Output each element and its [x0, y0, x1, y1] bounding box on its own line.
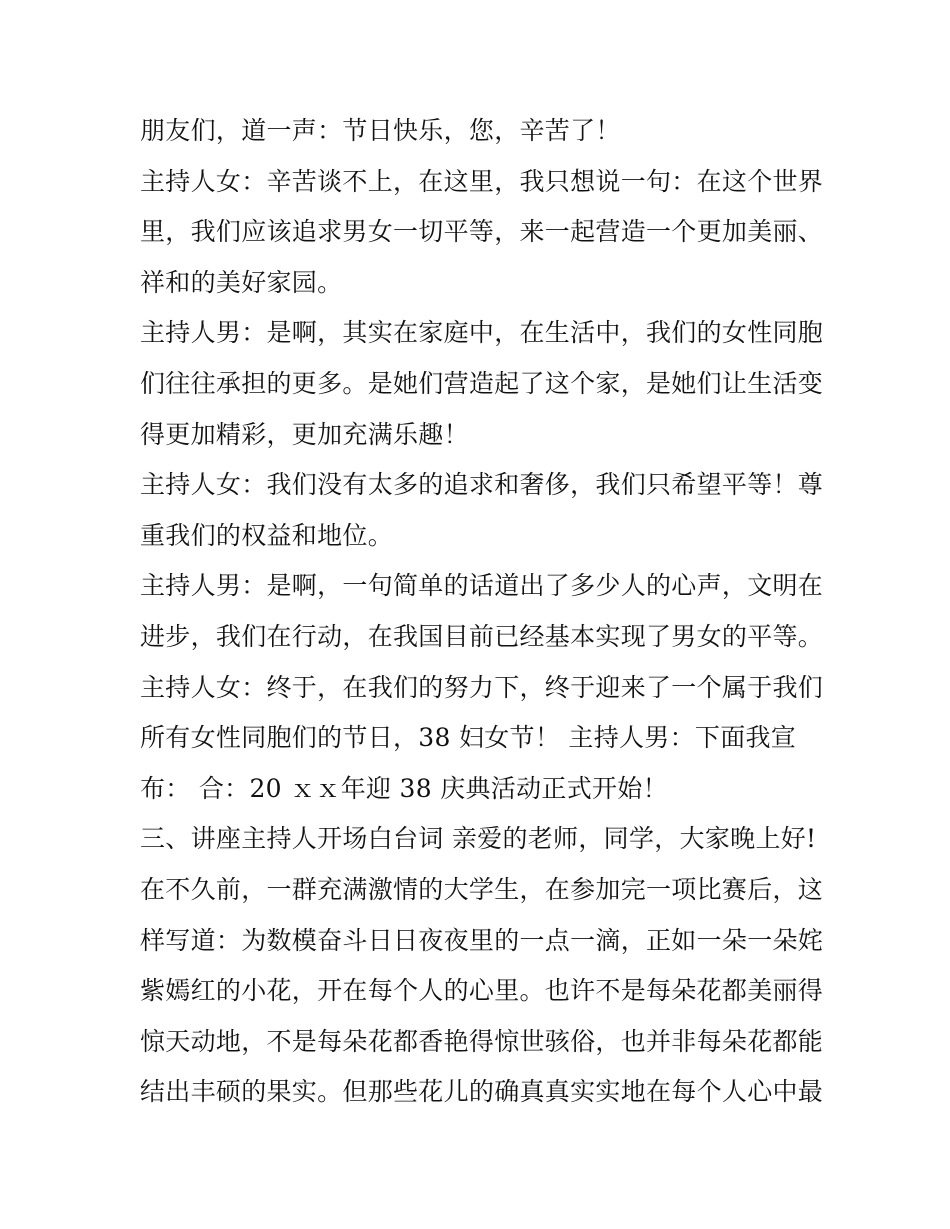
text-line: 朋友们，道一声：节日快乐，您，辛苦了！ — [140, 116, 621, 145]
text-line: 三、讲座主持人开场白台词 亲爱的老师，同学，大家晚上好! — [140, 824, 817, 854]
text-line: 进步，我们在行动，在我国目前已经基本实现了男女的平等。 — [140, 621, 824, 651]
text-line: 祥和的美好家园。 — [140, 267, 343, 297]
text-line: 样写道：为数模奋斗日日夜夜里的一点一滴，正如一朵一朵姹 — [140, 925, 824, 955]
text-line: 结出丰硕的果实。但那些花儿的确真真实实地在每个人心中最 — [140, 1077, 824, 1107]
text-line: 主持人女：我们没有太多的追求和奢侈，我们只希望平等！尊 — [140, 470, 824, 500]
text-line: 所有女性同胞们的节日，38 妇女节！ 主持人男：下面我宣 — [140, 723, 797, 753]
text-line: 紫嫣红的小花，开在每个人的心里。也许不是每朵花都美丽得 — [140, 976, 824, 1006]
document-body — [140, 106, 824, 1118]
text-line: 在不久前，一群充满激情的大学生，在参加完一项比赛后，这 — [140, 874, 824, 904]
text-line: 布： 合：20 ｘｘ年迎 38 庆典活动正式开始！ — [140, 773, 668, 803]
text-line: 得更加精彩，更加充满乐趣！ — [140, 419, 469, 449]
text-line: 主持人女：终于，在我们的努力下，终于迎来了一个属于我们 — [140, 672, 824, 702]
text-line: 主持人男：是啊，其实在家庭中，在生活中，我们的女性同胞 — [140, 318, 824, 348]
text-line: 主持人男：是啊，一句简单的话道出了多少人的心声，文明在 — [140, 571, 824, 601]
text-line: 们往往承担的更多。是她们营造起了这个家，是她们让生活变 — [140, 368, 824, 398]
text-line: 惊天动地，不是每朵花都香艳得惊世骇俗，也并非每朵花都能 — [140, 1026, 824, 1056]
text-line: 主持人女：辛苦谈不上，在这里，我只想说一句：在这个世界 — [140, 166, 824, 196]
text-line: 重我们的权益和地位。 — [140, 520, 394, 550]
text-line: 里，我们应该追求男女一切平等，来一起营造一个更加美丽、 — [140, 217, 824, 247]
